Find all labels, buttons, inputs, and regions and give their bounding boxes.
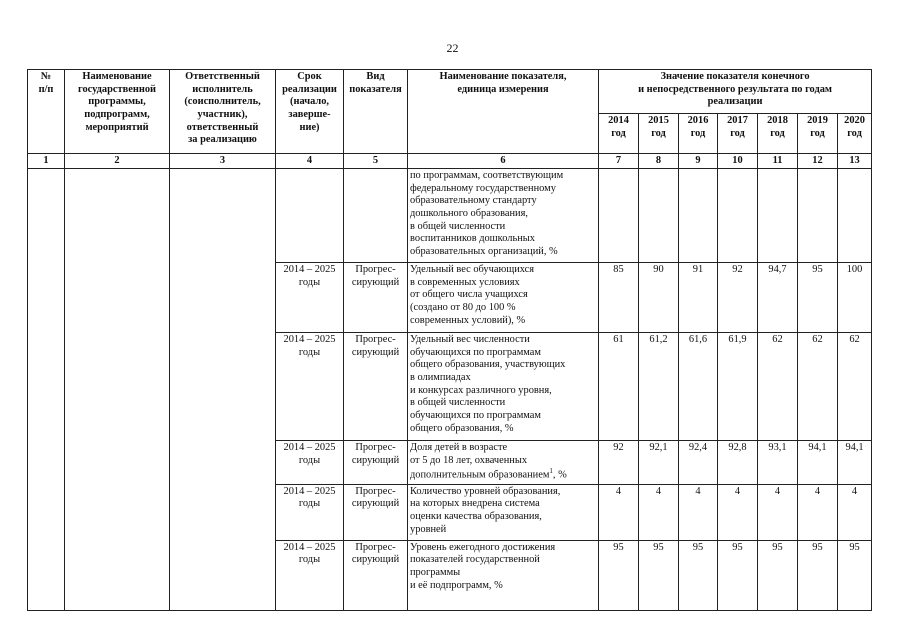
cell-indicator: Удельный вес численности обучающихся по программам общего образования, участвующих в олимпиадах и конкурсах различного уровня, в общей численности обучающихся по программам общего образования, % (408, 333, 599, 441)
cell-value: 95 (798, 540, 838, 610)
cell-value: 61 (599, 333, 639, 441)
column-number: 8 (639, 154, 679, 169)
cell-type (344, 169, 408, 263)
footnote-mark: 1 (549, 467, 553, 476)
cell-value: 4 (758, 484, 798, 540)
cell-value: 62 (758, 333, 798, 441)
cell-period: 2014 – 2025 годы (276, 540, 344, 610)
cell-value: 91 (679, 263, 718, 333)
cell-value (599, 169, 639, 263)
header-executor: Ответственный исполнитель (соисполнитель, участник), ответственный за реализацию (170, 70, 276, 154)
header-year-2015: 2015 год (639, 114, 679, 154)
cell-value: 95 (599, 540, 639, 610)
cell-value: 95 (639, 540, 679, 610)
column-number: 13 (838, 154, 872, 169)
header-year-2019: 2019 год (798, 114, 838, 154)
cell-value: 4 (838, 484, 872, 540)
cell-value (639, 169, 679, 263)
cell-value: 95 (838, 540, 872, 610)
column-number: 11 (758, 154, 798, 169)
cell-value (758, 169, 798, 263)
cell-value: 4 (679, 484, 718, 540)
cell-value: 95 (798, 263, 838, 333)
cell-value: 92 (599, 441, 639, 485)
column-numbers-row (28, 154, 872, 169)
header-values-title: Значение показателя конечного и непосредственного результата по годам реализации (599, 70, 872, 114)
cell-indicator: Удельный вес обучающихся в современных условиях от общего числа учащихся (создано от 80 до 100 % современных условий), % (408, 263, 599, 333)
cell-value: 95 (679, 540, 718, 610)
cell-value: 95 (758, 540, 798, 610)
column-number: 1 (28, 154, 65, 169)
cell-value (838, 169, 872, 263)
column-number: 9 (679, 154, 718, 169)
indicator-tail: , % (552, 469, 567, 481)
header-year-2014: 2014 год (599, 114, 639, 154)
table-row (28, 169, 872, 263)
cell-indicator: Уровень ежегодного достижения показателей государственной программы и её подпрограмм, % (408, 540, 599, 610)
cell-value: 94,7 (758, 263, 798, 333)
cell-indicator: по программам, соответствующим федеральному государственному образовательному стандарту дошкольного образования, в общей численности воспитанников дошкольных образовательных организаций, % (408, 169, 599, 263)
cell-period: 2014 – 2025 годы (276, 263, 344, 333)
header-indicator: Наименование показателя, единица измерения (408, 70, 599, 154)
cell-value: 4 (798, 484, 838, 540)
column-number: 10 (718, 154, 758, 169)
indicator-text: Доля детей в возрасте от 5 до 18 лет, охваченных дополнительным образованием (410, 442, 550, 481)
cell-value: 4 (599, 484, 639, 540)
cell-executor (170, 169, 276, 611)
header-year-2020: 2020 год (838, 114, 872, 154)
header-year-2016: 2016 год (679, 114, 718, 154)
cell-value: 90 (639, 263, 679, 333)
cell-type: Прогрес- сирующий (344, 333, 408, 441)
cell-indicator: Количество уровней образования, на которых внедрена система оценки качества образования, уровней (408, 484, 599, 540)
cell-period: 2014 – 2025 годы (276, 441, 344, 485)
indicators-table (27, 69, 872, 611)
cell-period (276, 169, 344, 263)
cell-value: 95 (718, 540, 758, 610)
cell-period: 2014 – 2025 годы (276, 333, 344, 441)
cell-type: Прогрес- сирующий (344, 540, 408, 610)
column-number: 5 (344, 154, 408, 169)
cell-value: 4 (639, 484, 679, 540)
header-program: Наименование государственной программы, подпрограмм, мероприятий (65, 70, 170, 154)
cell-value: 61,6 (679, 333, 718, 441)
cell-value (679, 169, 718, 263)
cell-type: Прогрес- сирующий (344, 484, 408, 540)
column-number: 3 (170, 154, 276, 169)
cell-value: 85 (599, 263, 639, 333)
cell-value: 61,9 (718, 333, 758, 441)
cell-value: 62 (838, 333, 872, 441)
cell-value: 93,1 (758, 441, 798, 485)
cell-type: Прогрес- сирующий (344, 263, 408, 333)
column-number: 4 (276, 154, 344, 169)
cell-value: 92,8 (718, 441, 758, 485)
header-year-2018: 2018 год (758, 114, 798, 154)
cell-value: 4 (718, 484, 758, 540)
cell-no (28, 169, 65, 611)
cell-value: 92,1 (639, 441, 679, 485)
cell-value: 94,1 (838, 441, 872, 485)
header-period: Срок реализации (начало, заверше- ние) (276, 70, 344, 154)
column-number: 2 (65, 154, 170, 169)
cell-indicator (408, 441, 599, 485)
cell-value (798, 169, 838, 263)
header-no: № п/п (28, 70, 65, 154)
cell-value: 61,2 (639, 333, 679, 441)
column-number: 7 (599, 154, 639, 169)
cell-period: 2014 – 2025 годы (276, 484, 344, 540)
cell-value: 100 (838, 263, 872, 333)
column-number: 6 (408, 154, 599, 169)
column-number: 12 (798, 154, 838, 169)
header-type: Вид показателя (344, 70, 408, 154)
cell-value (718, 169, 758, 263)
cell-value: 92 (718, 263, 758, 333)
cell-value: 94,1 (798, 441, 838, 485)
header-year-2017: 2017 год (718, 114, 758, 154)
cell-value: 62 (798, 333, 838, 441)
cell-value: 92,4 (679, 441, 718, 485)
cell-type: Прогрес- сирующий (344, 441, 408, 485)
page-number: 22 (446, 41, 459, 55)
cell-program (65, 169, 170, 611)
